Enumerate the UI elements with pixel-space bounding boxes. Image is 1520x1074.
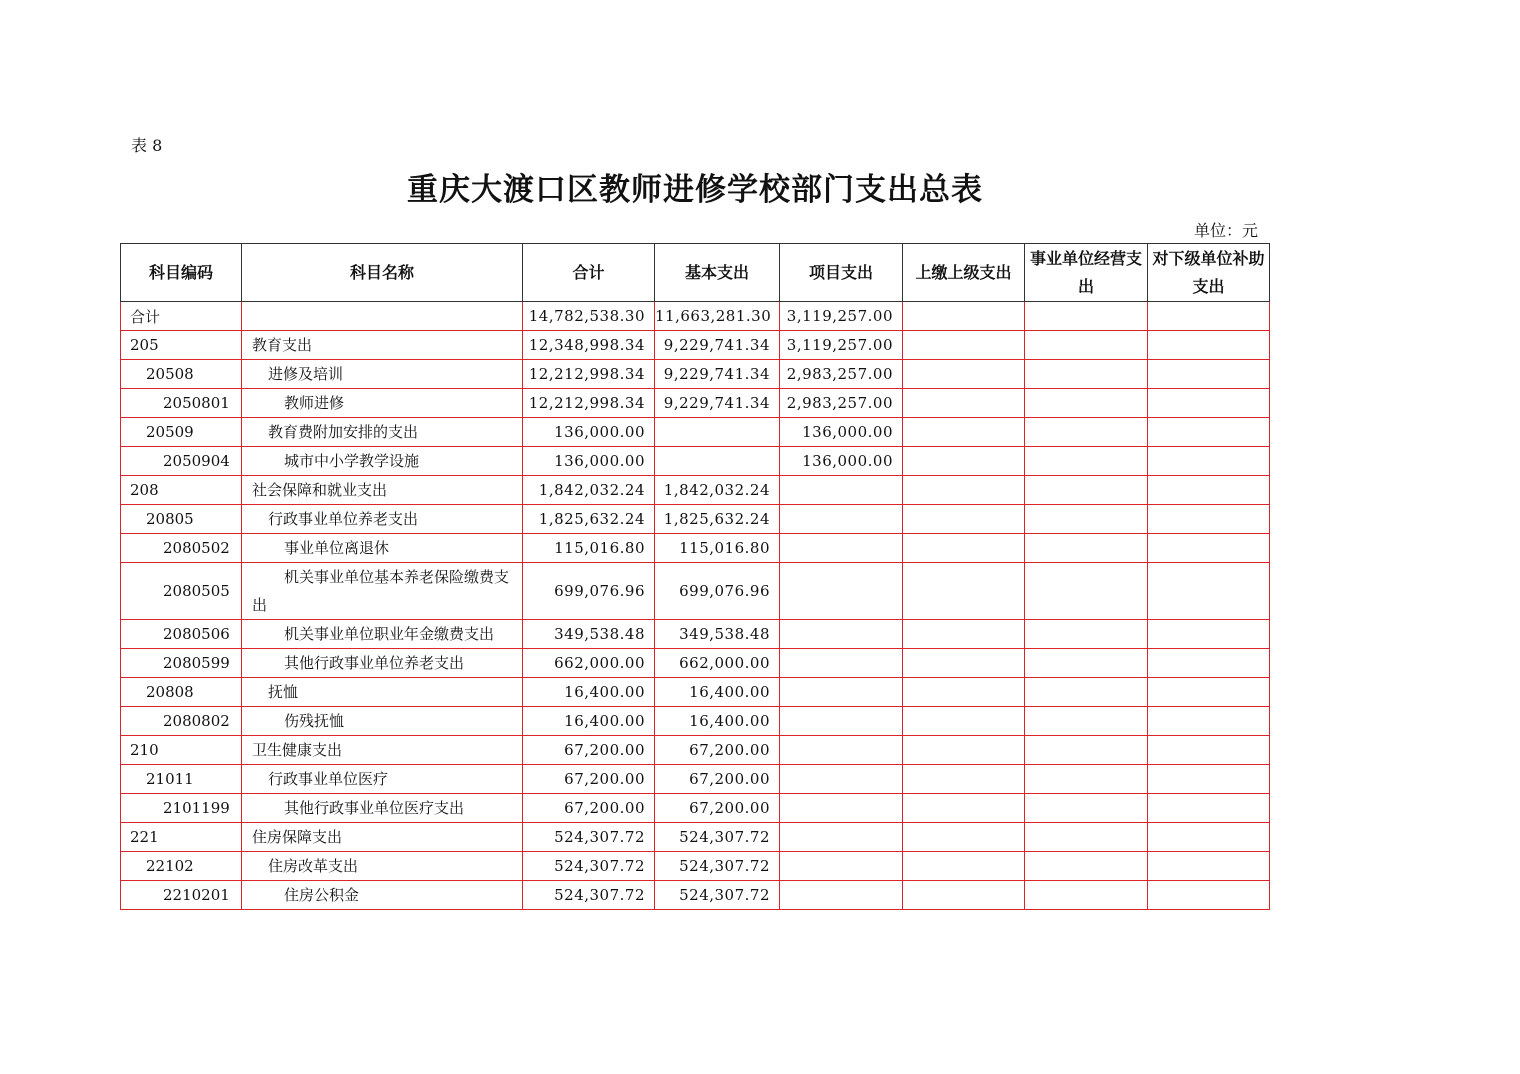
table-row — [121, 736, 1270, 765]
cell-name: 社会保障和就业支出 — [242, 476, 523, 505]
cell-upper — [903, 823, 1025, 852]
cell-code: 22102 — [121, 852, 242, 881]
table-row — [121, 331, 1270, 360]
table-row — [121, 534, 1270, 563]
cell-basic: 9,229,741.34 — [655, 360, 780, 389]
cell-upper — [903, 881, 1025, 910]
cell-total: 16,400.00 — [523, 678, 655, 707]
cell-upper — [903, 534, 1025, 563]
cell-project — [780, 620, 903, 649]
table-row — [121, 447, 1270, 476]
cell-project: 136,000.00 — [780, 418, 903, 447]
table-row — [121, 649, 1270, 678]
expenditure-table — [120, 243, 1270, 910]
cell-basic: 524,307.72 — [655, 823, 780, 852]
cell-total: 12,212,998.34 — [523, 360, 655, 389]
cell-subsidy — [1148, 360, 1270, 389]
cell-total: 662,000.00 — [523, 649, 655, 678]
cell-code: 2050904 — [121, 447, 242, 476]
table-header-row — [121, 244, 1270, 302]
cell-project — [780, 852, 903, 881]
cell-subsidy — [1148, 302, 1270, 331]
cell-name: 抚恤 — [242, 678, 523, 707]
cell-name — [242, 302, 523, 331]
table-row — [121, 678, 1270, 707]
cell-upper — [903, 360, 1025, 389]
cell-business — [1025, 620, 1148, 649]
cell-code: 20509 — [121, 418, 242, 447]
table-row — [121, 823, 1270, 852]
cell-name: 机关事业单位职业年金缴费支出 — [242, 620, 523, 649]
cell-code: 2210201 — [121, 881, 242, 910]
cell-basic: 67,200.00 — [655, 736, 780, 765]
cell-basic: 67,200.00 — [655, 765, 780, 794]
cell-subsidy — [1148, 823, 1270, 852]
cell-project — [780, 649, 903, 678]
cell-upper — [903, 765, 1025, 794]
cell-subsidy — [1148, 736, 1270, 765]
cell-basic: 9,229,741.34 — [655, 331, 780, 360]
cell-basic: 115,016.80 — [655, 534, 780, 563]
cell-total: 136,000.00 — [523, 447, 655, 476]
table-row — [121, 563, 1270, 620]
table-row — [121, 505, 1270, 534]
cell-upper — [903, 678, 1025, 707]
cell-subsidy — [1148, 852, 1270, 881]
cell-code: 2101199 — [121, 794, 242, 823]
cell-subsidy — [1148, 678, 1270, 707]
cell-upper — [903, 302, 1025, 331]
cell-upper — [903, 389, 1025, 418]
header-basic: 基本支出 — [655, 244, 780, 302]
cell-basic: 524,307.72 — [655, 881, 780, 910]
cell-code: 20805 — [121, 505, 242, 534]
cell-project — [780, 476, 903, 505]
cell-code: 2050801 — [121, 389, 242, 418]
cell-total: 524,307.72 — [523, 823, 655, 852]
cell-name: 住房公积金 — [242, 881, 523, 910]
cell-project — [780, 534, 903, 563]
cell-basic: 349,538.48 — [655, 620, 780, 649]
header-name: 科目名称 — [242, 244, 523, 302]
cell-business — [1025, 534, 1148, 563]
cell-upper — [903, 852, 1025, 881]
cell-project — [780, 765, 903, 794]
cell-code: 21011 — [121, 765, 242, 794]
cell-business — [1025, 707, 1148, 736]
table-row — [121, 852, 1270, 881]
cell-subsidy — [1148, 447, 1270, 476]
header-subsidy: 对下级单位补助支出 — [1148, 244, 1270, 302]
cell-name: 进修及培训 — [242, 360, 523, 389]
table-row — [121, 794, 1270, 823]
cell-project: 3,119,257.00 — [780, 302, 903, 331]
cell-name: 卫生健康支出 — [242, 736, 523, 765]
header-business: 事业单位经营支出 — [1025, 244, 1148, 302]
cell-upper — [903, 331, 1025, 360]
cell-upper — [903, 447, 1025, 476]
table-row — [121, 765, 1270, 794]
cell-upper — [903, 563, 1025, 620]
cell-subsidy — [1148, 794, 1270, 823]
cell-project — [780, 505, 903, 534]
cell-project — [780, 707, 903, 736]
header-code: 科目编码 — [121, 244, 242, 302]
header-upper: 上缴上级支出 — [903, 244, 1025, 302]
cell-name: 教育费附加安排的支出 — [242, 418, 523, 447]
cell-project — [780, 563, 903, 620]
cell-basic — [655, 447, 780, 476]
cell-code: 20508 — [121, 360, 242, 389]
cell-basic — [655, 418, 780, 447]
cell-upper — [903, 620, 1025, 649]
cell-upper — [903, 418, 1025, 447]
cell-total: 14,782,538.30 — [523, 302, 655, 331]
cell-total: 12,212,998.34 — [523, 389, 655, 418]
table-number-label: 表 8 — [131, 136, 163, 155]
cell-project: 3,119,257.00 — [780, 331, 903, 360]
cell-business — [1025, 852, 1148, 881]
cell-code: 205 — [121, 331, 242, 360]
header-project: 项目支出 — [780, 244, 903, 302]
cell-project: 2,983,257.00 — [780, 389, 903, 418]
cell-subsidy — [1148, 418, 1270, 447]
cell-project: 136,000.00 — [780, 447, 903, 476]
cell-subsidy — [1148, 563, 1270, 620]
cell-total: 67,200.00 — [523, 765, 655, 794]
cell-basic: 662,000.00 — [655, 649, 780, 678]
cell-total: 12,348,998.34 — [523, 331, 655, 360]
cell-code: 2080506 — [121, 620, 242, 649]
cell-basic: 1,825,632.24 — [655, 505, 780, 534]
cell-code: 20808 — [121, 678, 242, 707]
cell-code: 210 — [121, 736, 242, 765]
cell-basic: 699,076.96 — [655, 563, 780, 620]
table-row — [121, 389, 1270, 418]
cell-name: 住房保障支出 — [242, 823, 523, 852]
cell-total: 16,400.00 — [523, 707, 655, 736]
table-row — [121, 476, 1270, 505]
cell-name: 其他行政事业单位养老支出 — [242, 649, 523, 678]
cell-code: 2080802 — [121, 707, 242, 736]
cell-basic: 67,200.00 — [655, 794, 780, 823]
cell-code: 2080505 — [121, 563, 242, 620]
cell-business — [1025, 505, 1148, 534]
cell-subsidy — [1148, 620, 1270, 649]
cell-upper — [903, 794, 1025, 823]
table-row — [121, 360, 1270, 389]
page-title: 重庆大渡口区教师进修学校部门支出总表 — [407, 172, 983, 208]
cell-subsidy — [1148, 331, 1270, 360]
cell-name: 教师进修 — [242, 389, 523, 418]
cell-name: 住房改革支出 — [242, 852, 523, 881]
cell-basic: 16,400.00 — [655, 707, 780, 736]
cell-business — [1025, 563, 1148, 620]
cell-business — [1025, 823, 1148, 852]
table-row — [121, 881, 1270, 910]
cell-business — [1025, 331, 1148, 360]
cell-total: 1,825,632.24 — [523, 505, 655, 534]
cell-business — [1025, 765, 1148, 794]
cell-name: 机关事业单位基本养老保险缴费支出 — [242, 563, 523, 620]
cell-business — [1025, 302, 1148, 331]
table-row — [121, 707, 1270, 736]
cell-name: 其他行政事业单位医疗支出 — [242, 794, 523, 823]
cell-project — [780, 823, 903, 852]
cell-code: 2080502 — [121, 534, 242, 563]
cell-total: 699,076.96 — [523, 563, 655, 620]
cell-upper — [903, 649, 1025, 678]
cell-code: 合计 — [121, 302, 242, 331]
cell-code: 208 — [121, 476, 242, 505]
table-body — [121, 302, 1270, 910]
cell-subsidy — [1148, 389, 1270, 418]
cell-subsidy — [1148, 881, 1270, 910]
cell-subsidy — [1148, 534, 1270, 563]
cell-name: 行政事业单位医疗 — [242, 765, 523, 794]
cell-code: 221 — [121, 823, 242, 852]
cell-basic: 11,663,281.30 — [655, 302, 780, 331]
cell-total: 524,307.72 — [523, 881, 655, 910]
cell-subsidy — [1148, 505, 1270, 534]
cell-basic: 16,400.00 — [655, 678, 780, 707]
cell-upper — [903, 707, 1025, 736]
cell-business — [1025, 649, 1148, 678]
cell-subsidy — [1148, 765, 1270, 794]
cell-business — [1025, 794, 1148, 823]
cell-total: 524,307.72 — [523, 852, 655, 881]
cell-project — [780, 881, 903, 910]
table-row — [121, 302, 1270, 331]
cell-subsidy — [1148, 707, 1270, 736]
cell-name: 行政事业单位养老支出 — [242, 505, 523, 534]
cell-subsidy — [1148, 649, 1270, 678]
cell-business — [1025, 360, 1148, 389]
cell-upper — [903, 505, 1025, 534]
cell-business — [1025, 881, 1148, 910]
cell-business — [1025, 736, 1148, 765]
cell-total: 67,200.00 — [523, 794, 655, 823]
cell-business — [1025, 418, 1148, 447]
cell-total: 136,000.00 — [523, 418, 655, 447]
cell-name: 城市中小学教学设施 — [242, 447, 523, 476]
cell-project — [780, 794, 903, 823]
cell-total: 1,842,032.24 — [523, 476, 655, 505]
cell-basic: 524,307.72 — [655, 852, 780, 881]
cell-business — [1025, 476, 1148, 505]
cell-name: 教育支出 — [242, 331, 523, 360]
cell-subsidy — [1148, 476, 1270, 505]
cell-total: 115,016.80 — [523, 534, 655, 563]
cell-upper — [903, 476, 1025, 505]
cell-code: 2080599 — [121, 649, 242, 678]
cell-name: 事业单位离退休 — [242, 534, 523, 563]
cell-project — [780, 678, 903, 707]
cell-project — [780, 736, 903, 765]
cell-business — [1025, 447, 1148, 476]
unit-label: 单位：元 — [1193, 221, 1258, 240]
cell-total: 349,538.48 — [523, 620, 655, 649]
header-total: 合计 — [523, 244, 655, 302]
cell-basic: 1,842,032.24 — [655, 476, 780, 505]
cell-basic: 9,229,741.34 — [655, 389, 780, 418]
cell-name: 伤残抚恤 — [242, 707, 523, 736]
table-row — [121, 418, 1270, 447]
cell-business — [1025, 678, 1148, 707]
cell-total: 67,200.00 — [523, 736, 655, 765]
cell-project: 2,983,257.00 — [780, 360, 903, 389]
cell-upper — [903, 736, 1025, 765]
table-row — [121, 620, 1270, 649]
cell-business — [1025, 389, 1148, 418]
